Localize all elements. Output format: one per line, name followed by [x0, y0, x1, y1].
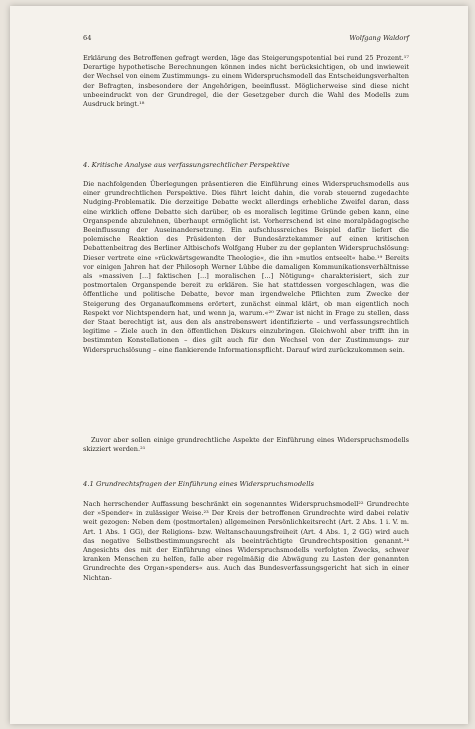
paragraph-1: Erklärung des Betroffenen gefragt werden, läge das Steigerungspotential bei rund 25 Prozent.¹⁷ Derartige hypothetische Berechnungen können indes nicht berücksichtigen, ob und inwieweit der Wechsel von einem Zustimmungs- zu einem Widerspruchsmodell das Entscheidungsverhalten der Befragten, insbesondere der Angehörigen, beeinflusst. Möglicherweise sind diese nicht unbeeindruckt von der Grundregel, die der Gesetzgeber durch die Wahl des Modells zum Ausdruck bringt.¹⁸ [83, 54, 409, 109]
paragraph-2: Die nachfolgenden Überlegungen präsentieren die Einführung eines Widerspruchsmodells aus einer grundrechtlichen Perspektive. Dies führt leicht dahin, die vorab steuernd zugedachte Nudging-Problematik. Die derzeitige Debatte weckt allerdings erhebliche Zweifel daran, dass eine wirklich offene Debatte sich darüber, ob es moralisch legitime Gründe geben kann, eine Organspende abzulehnen, überhaupt ermöglicht ist. Vorherrschend ist eine moralpädagogische Beeinflussung der Auseinandersetzung. Ein aufschlussreiches Beispiel dafür liefert die polemische Reaktion des Präsidenten der Bundesärztekammer auf einen kritischen Debattenbeitrag des Berliner Altbischofs Wolfgang Huber zu der geplanten Widerspruchslösung: Dieser vertrete eine »rückwärtsgewandte Theologie«, die ihn »mutlos entseelt« habe.¹⁹ Bereits vor einigen Jahren hat der Philosoph Werner Lübbe die damaligen Kommunikationsverhältnisse als »massiven [...] faktischen [...] moralischen [...] Nötigung« charakterisiert, sich zur postmortalen Organspende bereit zu erklären. Sie hat stattdessen vorgeschlagen, was die öffentliche und politische Debatte, bevor man irgendwelche Pflichten zum Zwecke der Steigerung des Organaufkommens erörtert, zunächst einmal klärt, ob man eigentlich noch Respekt vor Nichtspendern hat, und wenn ja, warum.«²⁰ Zwar ist nicht in Frage zu stellen, dass der Staat berechtigt ist, aus den als anstrebenswert identifizierte – und verfassungsrechtlich legitime – Ziele auch in den öffentlichen Diskurs einzubringen. Gleichwohl aber trifft ihn in bestimmten Konstellationen – dies gilt auch für den Wechsel von der Zustimmungs- zur Widerspruchslösung – eine flankierende Informationspflicht. Darauf wird zurückzukommen sein. [83, 180, 409, 354]
section-heading-4-1: 4.1 Grundrechtsfragen der Einführung eines Widerspruchsmodells [83, 480, 315, 488]
section-heading-4: 4. Kritische Analyse aus verfassungsrechtlicher Perspektive [83, 161, 290, 169]
book-page [10, 6, 468, 724]
running-author: Wolfgang Waldorf [349, 34, 409, 42]
paragraph-4: Nach herrschender Auffassung beschränkt ein sogenanntes Widerspruchsmodell²² Grundrechte der »Spender« in zulässiger Weise.²³ Der Kreis der betroffenen Grundrechte wird dabei relativ weit gezogen: Neben dem (postmortalen) allgemeinen Persönlichkeitsrecht (Art. 2 Abs. 1 i. V. m. Art. 1 Abs. 1 GG), der Religions- bzw. Weltanschauungsfreiheit (Art. 4 Abs. 1, 2 GG) wird auch das negative Selbstbestimmungsrecht als beeinträchtigte Grundrechtsposition genannt.²⁴ Angesichts des mit der Einführung eines Widerspruchsmodells verfolgten Zwecks, schwer kranken Menschen zu helfen, falle aber regelmäßig die Abwägung zu Lasten der genannten Grundrechte des Organ»spenders« aus. Auch das Bundesverfassungsgericht hat sich in einer Nichtan- [83, 500, 409, 582]
paragraph-3: Zuvor aber sollen einige grundrechtliche Aspekte der Einführung eines Widerspruchsmodells skizziert werden.²¹ [83, 436, 409, 454]
page-number: 64 [83, 34, 92, 42]
running-header [83, 34, 409, 44]
